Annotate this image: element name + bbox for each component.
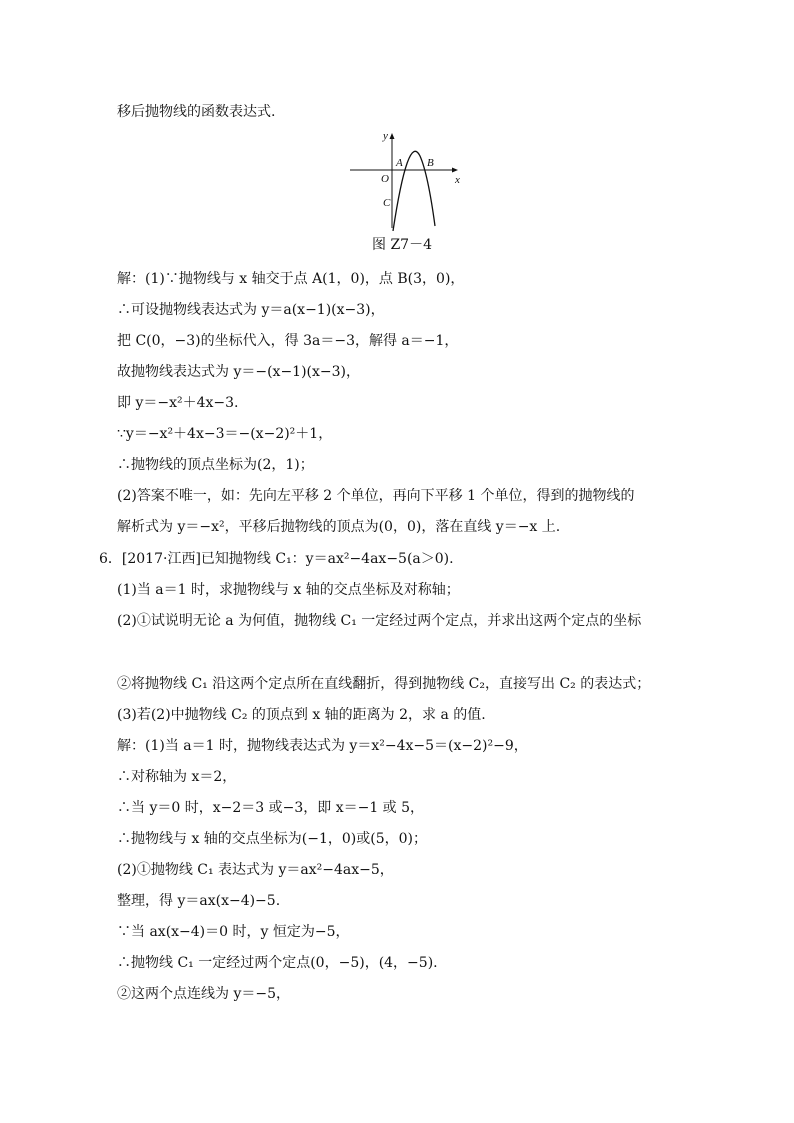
- text-line: 解析式为 y＝−x²，平移后抛物线的顶点为(0，0)，落在直线 y＝−x 上.: [117, 519, 561, 535]
- text-line: (1)当 a＝1 时，求抛物线与 x 轴的交点坐标及对称轴；: [117, 582, 460, 598]
- text-line: ②这两个点连线为 y＝−5，: [117, 986, 290, 1002]
- text-line: (3)若(2)中抛物线 C₂ 的顶点到 x 轴的距离为 2，求 a 的值.: [117, 707, 486, 723]
- text-line: ∴对称轴为 x＝2，: [117, 769, 237, 785]
- text-line: ∴当 y＝0 时，x−2＝3 或−3，即 x＝−1 或 5，: [117, 800, 425, 816]
- text-line: ∴可设抛物线表达式为 y＝a(x−1)(x−3)，: [117, 302, 385, 318]
- label-o: O: [381, 173, 389, 185]
- text-line: (2)①试说明无论 a 为何值，抛物线 C₁ 一定经过两个定点，并求出这两个定点的坐标: [117, 613, 642, 629]
- text-line: ∴抛物线与 x 轴的交点坐标为(−1，0)或(5，0)；: [117, 831, 428, 847]
- text-line: 解：(1)当 a＝1 时，抛物线表达式为 y＝x²−4x−5＝(x−2)²−9，: [117, 738, 528, 754]
- label-y: y: [383, 130, 388, 142]
- text-line: 即 y＝−x²＋4x−3.: [117, 395, 239, 411]
- text-line: (2)答案不唯一，如：先向左平移 2 个单位，再向下平移 1 个单位，得到的抛物线的: [117, 488, 635, 504]
- label-c: C: [383, 197, 391, 209]
- text-line: ∴抛物线 C₁ 一定经过两个定点(0，−5)，(4，−5).: [117, 955, 438, 971]
- text-line: 移后抛物线的函数表达式.: [117, 104, 276, 120]
- text-line: ∵y＝−x²＋4x−3＝−(x−2)²＋1，: [117, 426, 333, 442]
- label-x: x: [455, 174, 460, 186]
- text-line: 把 C(0，−3)的坐标代入，得 3a＝−3，解得 a＝−1，: [117, 333, 459, 349]
- problem-6-title: 6．[2017·江西]已知抛物线 C₁：y＝ax²−4ax−5(a＞0).: [99, 551, 454, 567]
- text-line: 解：(1)∵抛物线与 x 轴交于点 A(1，0)，点 B(3，0)，: [117, 271, 465, 287]
- text-line: 故抛物线表达式为 y＝−(x−1)(x−3)，: [117, 364, 361, 380]
- label-b: B: [427, 157, 434, 169]
- parabola-figure: [348, 126, 466, 231]
- text-line: 整理，得 y＝ax(x−4)−5.: [117, 893, 281, 909]
- text-line: (2)①抛物线 C₁ 表达式为 y＝ax²−4ax−5，: [117, 862, 394, 878]
- text-line: ②将抛物线 C₁ 沿这两个定点所在直线翻折，得到抛物线 C₂，直接写出 C₂ 的表达式；: [117, 676, 651, 692]
- y-axis-arrow: [390, 133, 395, 139]
- text-line: ∵当 ax(x−4)＝0 时，y 恒定为−5，: [117, 924, 350, 940]
- text-line: ∴抛物线的顶点坐标为(2，1)；: [117, 457, 314, 473]
- label-a: A: [396, 157, 403, 169]
- figure-caption: 图 Z7－4: [372, 237, 432, 253]
- x-axis-arrow: [452, 168, 458, 173]
